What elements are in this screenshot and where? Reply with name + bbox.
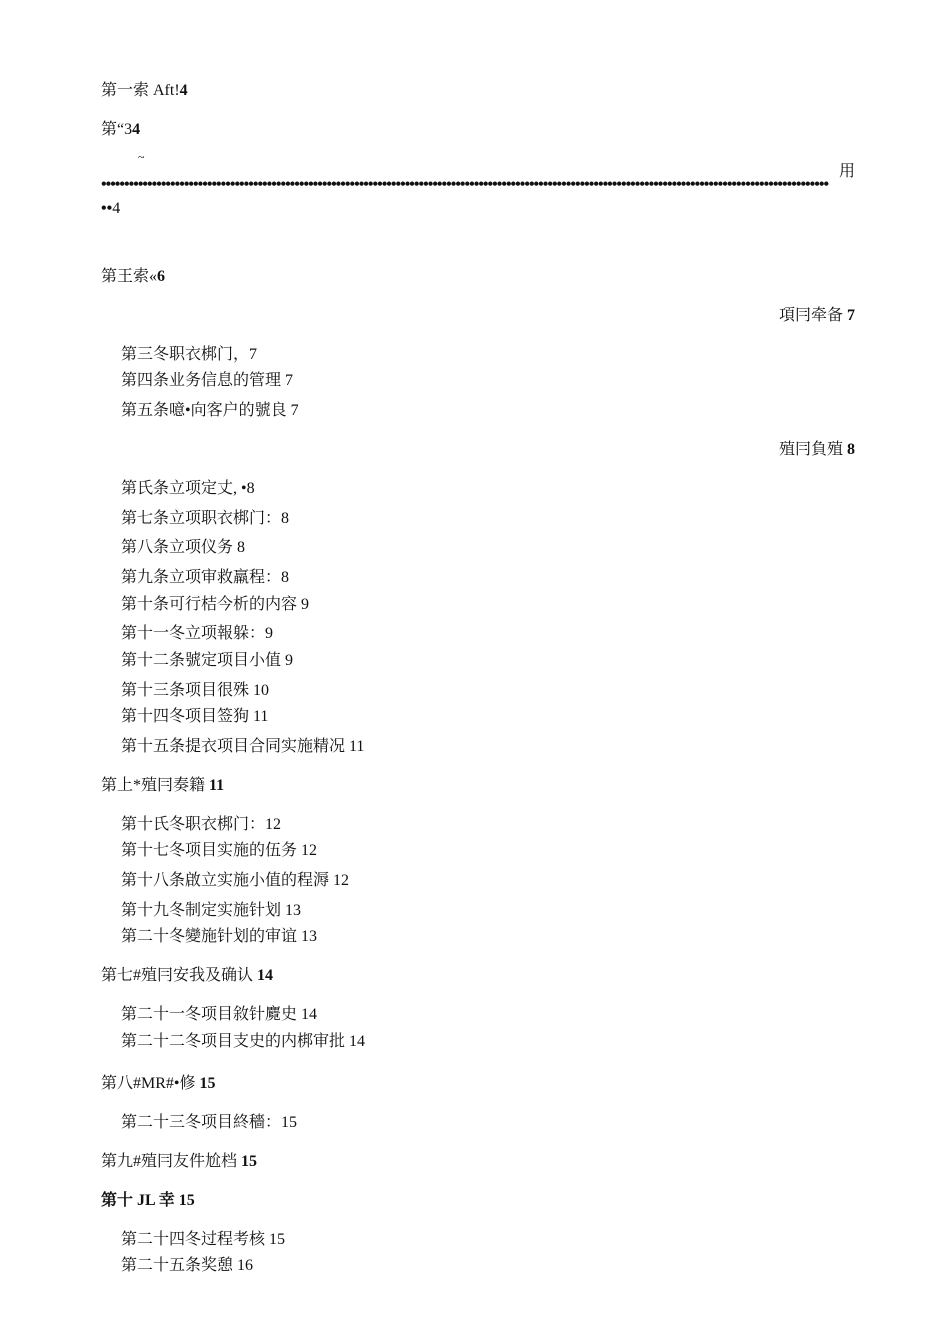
dot-leader: •••••••••••••••••••••••••••••••••••••••••••••••••••••••••••••••••••••••••••••••••••••••••••••••••••••••••••••••••••••••••••••••••••••••••••••••••••••••••••••• xyxy=(101,176,829,193)
toc-page-number: 4 xyxy=(112,200,121,217)
toc-page-number: 7 xyxy=(847,307,855,324)
toc-item: 第十四冬项目签狗 11 xyxy=(121,708,269,725)
toc-chapter-3 xyxy=(101,267,165,287)
toc-entry-title: 項冃牵备 xyxy=(778,307,843,324)
toc-page-number: 8 xyxy=(847,441,855,458)
toc-entry-title: 第“3 xyxy=(101,121,133,138)
toc-page-number: 14 xyxy=(257,967,274,984)
stray-character: 用 xyxy=(838,163,855,180)
toc-item: 第十八条啟立实施小值的程溽 12 xyxy=(121,872,350,889)
toc-item: 第十二条號定项目小值 9 xyxy=(121,652,294,669)
toc-page-number: 6 xyxy=(157,268,166,285)
toc-entry-title: 第十 JL 幸 xyxy=(101,1192,175,1209)
toc-item: 第十三条项目很殊 10 xyxy=(121,682,270,699)
toc-page-number: 4 xyxy=(179,82,188,99)
dot-leader-dots: •• xyxy=(101,200,113,217)
toc-item: 第四条业务信息的管理 7 xyxy=(121,372,294,389)
toc-item: 第三冬职衣梆门，7 xyxy=(121,346,258,363)
toc-page-number: 11 xyxy=(209,777,225,794)
toc-item: 第二十三冬项目終穡：15 xyxy=(121,1114,298,1131)
toc-chapter-7 xyxy=(101,966,273,986)
toc-item: 第九条立项审救羸程：8 xyxy=(121,569,290,586)
toc-item: 第十条可行桔今析的内容 9 xyxy=(121,596,310,613)
toc-page-number: 15 xyxy=(178,1192,195,1209)
toc-chapter-9 xyxy=(101,1152,257,1172)
toc-chapter-10 xyxy=(101,1191,195,1211)
toc-item: 第十九冬制定实施针划 13 xyxy=(121,902,302,919)
toc-item: 第氏条立项定丈, •8 xyxy=(121,480,255,497)
toc-item: 第二十冬變施针划的审谊 13 xyxy=(121,928,318,945)
toc-chapter-2 xyxy=(101,120,140,140)
dot-leader-tail xyxy=(101,199,120,219)
tilde-mark: ~ xyxy=(138,150,145,164)
toc-chapter-6 xyxy=(101,776,224,796)
toc-item: 第二十二冬项目支史的内梆审批 14 xyxy=(121,1033,366,1050)
toc-entry-title: 第上*殖冃奏籍 xyxy=(101,777,206,794)
toc-entry-title: 第王索« xyxy=(101,268,158,285)
toc-entry-title: 第七#殖冃安我及确认 xyxy=(101,967,254,984)
toc-item: 第二十四冬过程考核 15 xyxy=(121,1231,286,1248)
toc-chapter-8 xyxy=(101,1074,216,1094)
toc-item: 第八条立项仪务 8 xyxy=(121,539,246,556)
toc-section-1 xyxy=(779,306,855,326)
toc-item: 第七条立项职衣梆门：8 xyxy=(121,510,290,527)
toc-section-2 xyxy=(779,440,855,460)
toc-item: 第二十一冬项目敘针麑史 14 xyxy=(121,1006,318,1023)
toc-page-number: 15 xyxy=(241,1153,258,1170)
toc-entry-title: 第八#MR#•修 xyxy=(101,1075,196,1092)
toc-entry-title: 第一索 Aft! xyxy=(101,82,180,99)
toc-item: 第二十五条奖憩 16 xyxy=(121,1257,254,1274)
toc-entry-title: 第九#殖冃友件尬档 xyxy=(101,1153,238,1170)
toc-chapter-1 xyxy=(101,81,188,101)
toc-item: 第十七冬项目实施的伍务 12 xyxy=(121,842,318,859)
toc-entry-title: 殖冃負殖 xyxy=(778,441,843,458)
toc-item: 第五条噫•向客户的號良 7 xyxy=(121,402,299,419)
toc-item: 第十氏冬职衣梆门：12 xyxy=(121,816,282,833)
toc-item: 第十五条提衣项目合同实施精况 11 xyxy=(121,738,365,755)
toc-page-number: 15 xyxy=(199,1075,216,1092)
toc-page-number: 4 xyxy=(132,121,141,138)
toc-item: 第十一冬立项報躲：9 xyxy=(121,625,274,642)
